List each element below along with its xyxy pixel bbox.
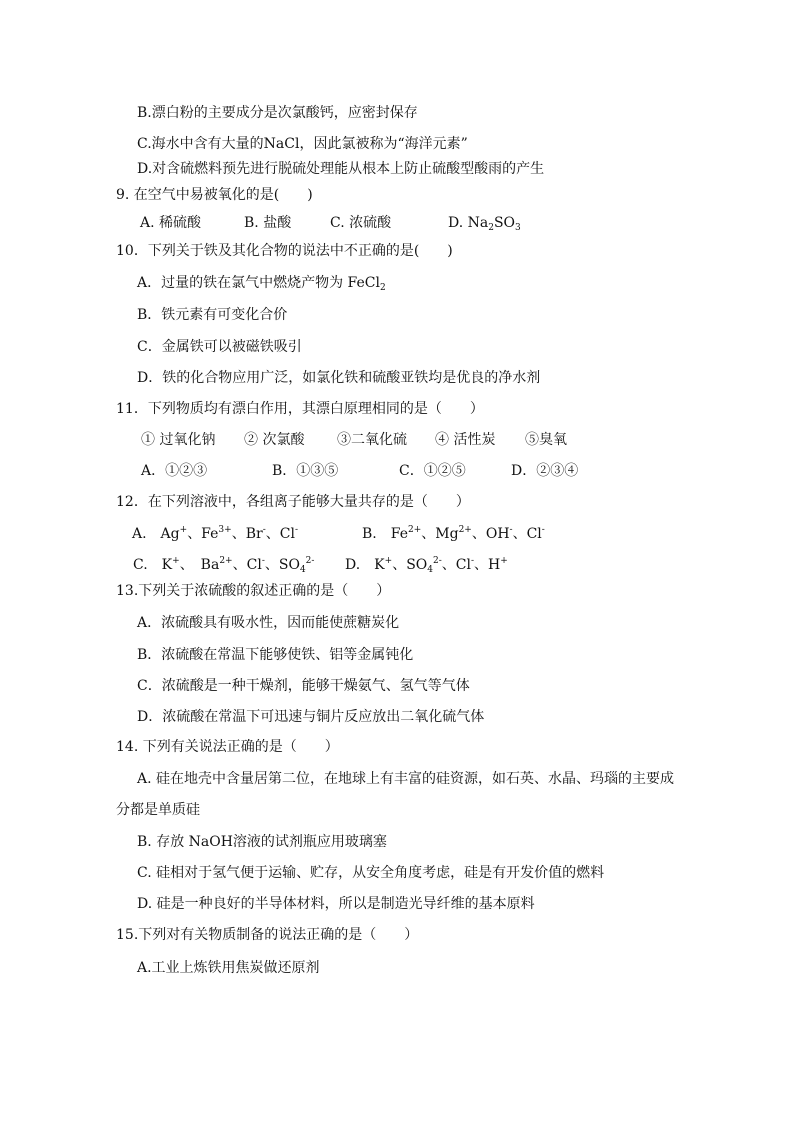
q9-options [0,214,794,232]
q14-option-c: C. 硅相对于氢气便于运输、贮存，从安全角度考虑，硅是有开发价值的燃料 [137,865,605,881]
q14-option-a-line2: 分都是单质硅 [116,802,200,818]
q11-items [0,431,794,449]
q11-options [0,462,794,480]
q11-option-d: D．②③④ [511,463,579,479]
q15-stem: 15.下列对有关物质制备的说法正确的是（ ） [116,927,419,943]
q9-option-c: C. 浓硫酸 [330,215,392,231]
q8-option-b: B.漂白粉的主要成分是次氯酸钙，应密封保存 [137,105,418,121]
q14-option-b: B. 存放 NaOH溶液的试剂瓶应用玻璃塞 [137,834,387,850]
q10-option-d: D．铁的化合物应用广泛，如氯化铁和硫酸亚铁均是优良的净水剂 [137,370,541,386]
q8-option-c: C.海水中含有大量的NaCl，因此氯被称为“海洋元素” [137,136,468,152]
q12-option-c: C. K+、 $Ba^{2+}$、Cl-、$SO_4^{2-}$ [133,556,315,575]
q9-option-d: D. $Na_2SO_3$ [448,215,521,233]
q9-stem: 9. 在空气中易被氧化的是( ) [116,187,313,203]
q11-item-1: ① 过氧化钠 [141,432,216,448]
q11-option-c: C．①②⑤ [399,463,466,479]
q10-option-a: A．过量的铁在氯气中燃烧产物为 FeCl$_2$ [137,275,386,293]
q9-option-b: B. 盐酸 [244,215,292,231]
q14-option-a-line1: A. 硅在地壳中含量居第二位，在地球上有丰富的硅资源，如石英、水晶、玛瑙的主要成 [137,771,675,787]
q13-option-a: A．浓硫酸具有吸水性，因而能使蔗糖炭化 [137,615,400,631]
q13-option-c: C．浓硫酸是一种干燥剂，能够干燥氨气、氢气等气体 [137,678,470,694]
q11-item-4: ④ 活性炭 [435,432,496,448]
q12-stem: 12．在下列溶液中，各组离子能够大量共存的是（ ） [116,494,470,510]
q14-option-d: D. 硅是一种良好的半导体材料，所以是制造光导纤维的基本原料 [137,896,535,912]
q11-option-b: B．①③⑤ [272,463,339,479]
q12-option-a: A. Ag+、$Fe^{3+}$、Br-、Cl- [132,525,298,542]
q11-stem: 11．下列物质均有漂白作用，其漂白原理相同的是（ ） [116,401,484,417]
q11-item-3: ③二氧化硫 [337,432,407,448]
q9-option-a: A. 稀硫酸 [140,215,202,231]
q12-option-b: B. $Fe^{2+}$、$Mg^{2+}$、OH-、Cl- [362,525,545,542]
q14-stem: 14. 下列有关说法正确的是（ ） [116,739,339,755]
q10-option-b: B．铁元素有可变化合价 [137,307,288,323]
q12-options-cd [0,556,794,574]
q15-option-a: A.工业上炼铁用焦炭做还原剂 [137,960,320,976]
q10-stem: 10．下列关于铁及其化合物的说法中不正确的是( ) [116,243,453,259]
q13-option-d: D．浓硫酸在常温下可迅速与铜片反应放出二氧化硫气体 [137,709,485,725]
q10-option-c: C．金属铁可以被磁铁吸引 [137,339,302,355]
q11-option-a: A．①②③ [141,463,208,479]
q8-option-d: D.对含硫燃料预先进行脱硫处理能从根本上防止硫酸型酸雨的产生 [137,161,545,177]
q12-option-d: D. K+、$SO_4^{2-}$、Cl-、H+ [345,556,508,575]
q13-option-b: B．浓硫酸在常温下能够使铁、铝等金属钝化 [137,647,414,663]
q11-item-5: ⑤臭氧 [525,432,567,448]
q12-options-ab [0,525,794,543]
q11-item-2: ② 次氯酸 [244,432,305,448]
q13-stem: 13.下列关于浓硫酸的叙述正确的是（ ） [116,583,391,599]
